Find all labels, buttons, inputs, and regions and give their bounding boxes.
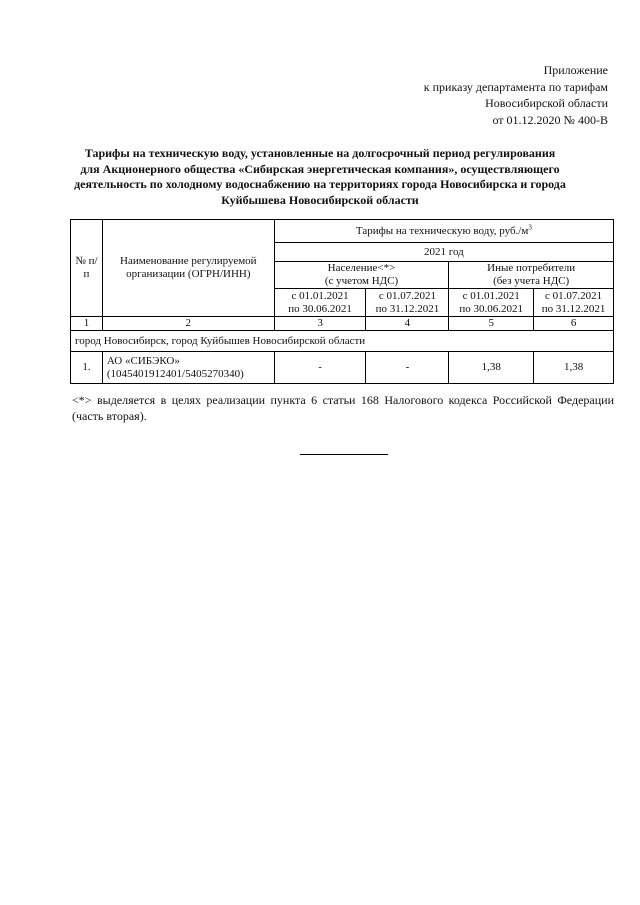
tariff-value: 1,38 — [534, 352, 614, 384]
row-number: 1. — [71, 352, 103, 384]
closing-rule — [300, 454, 388, 455]
organization-name: АО «СИБЭКО» — [106, 354, 180, 367]
period-end: по 31.12.2021 — [541, 302, 606, 315]
organization-ids: (1045401912401/5405270340) — [106, 367, 244, 380]
header-period — [274, 289, 366, 317]
header-other-consumers — [449, 262, 614, 289]
footnote: <*> выделяется в целях реализации пункта 6 статьи 168 Налогового кодекса Российской Федерации (часть вторая). — [72, 393, 614, 423]
title-line-4: Куйбышева Новосибирской области — [221, 192, 419, 207]
header-organization: Наименование регулируемой организации (ОГРН/ИНН) — [102, 220, 274, 317]
period-start: с 01.01.2021 — [462, 289, 520, 302]
title-line-1: Тарифы на техническую воду, установленные на долгосрочный период регулирования — [84, 146, 556, 160]
period-start: с 01.07.2021 — [378, 289, 436, 302]
header-population — [274, 262, 449, 289]
appendix-order-ref: к приказу департамента по тарифам — [423, 79, 608, 94]
appendix-label: Приложение — [543, 63, 608, 77]
period-end: по 30.06.2021 — [459, 302, 524, 315]
header-year: 2021 год — [274, 243, 613, 262]
appendix-order-date: от 01.12.2020 № 400-В — [492, 112, 608, 127]
header-other-label: Иные потребители — [487, 262, 576, 274]
tariff-value: - — [274, 352, 366, 384]
header-population-label: Население<*> — [327, 262, 396, 274]
header-population-vat: (с учетом НДС) — [324, 275, 399, 287]
tariff-table — [70, 219, 614, 384]
period-end: по 31.12.2021 — [375, 302, 440, 315]
column-number: 6 — [534, 317, 614, 331]
title-line-2: для Акционерного общества «Сибирская энергетическая компания», осуществляющего — [80, 161, 560, 176]
column-number: 2 — [102, 317, 274, 331]
title-line-3: деятельность по холодному водоснабжению на территориях города Новосибирска и города — [74, 177, 566, 191]
column-number: 5 — [449, 317, 534, 331]
tariff-value: 1,38 — [449, 352, 534, 384]
header-other-vat: (без учета НДС) — [493, 275, 570, 287]
region-row: город Новосибирск, город Куйбышев Новосибирской области — [71, 331, 614, 352]
header-tariff — [274, 220, 613, 243]
header-tariff-unit-exponent: 3 — [528, 222, 532, 231]
header-period — [449, 289, 534, 317]
appendix-header — [424, 62, 608, 128]
period-start: с 01.01.2021 — [291, 289, 349, 302]
tariff-value: - — [366, 352, 449, 384]
organization-cell — [102, 352, 274, 384]
header-period — [534, 289, 614, 317]
column-number: 1 — [71, 317, 103, 331]
header-row-number: № п/п — [71, 220, 103, 317]
header-tariff-text: Тарифы на техническую воду, руб./м — [355, 224, 529, 237]
period-end: по 30.06.2021 — [288, 302, 352, 315]
header-period — [366, 289, 449, 317]
document-title — [60, 146, 580, 208]
table-row — [71, 352, 614, 384]
column-number: 4 — [366, 317, 449, 331]
appendix-region: Новосибирской области — [485, 96, 608, 110]
column-number: 3 — [274, 317, 366, 331]
period-start: с 01.07.2021 — [544, 289, 603, 302]
